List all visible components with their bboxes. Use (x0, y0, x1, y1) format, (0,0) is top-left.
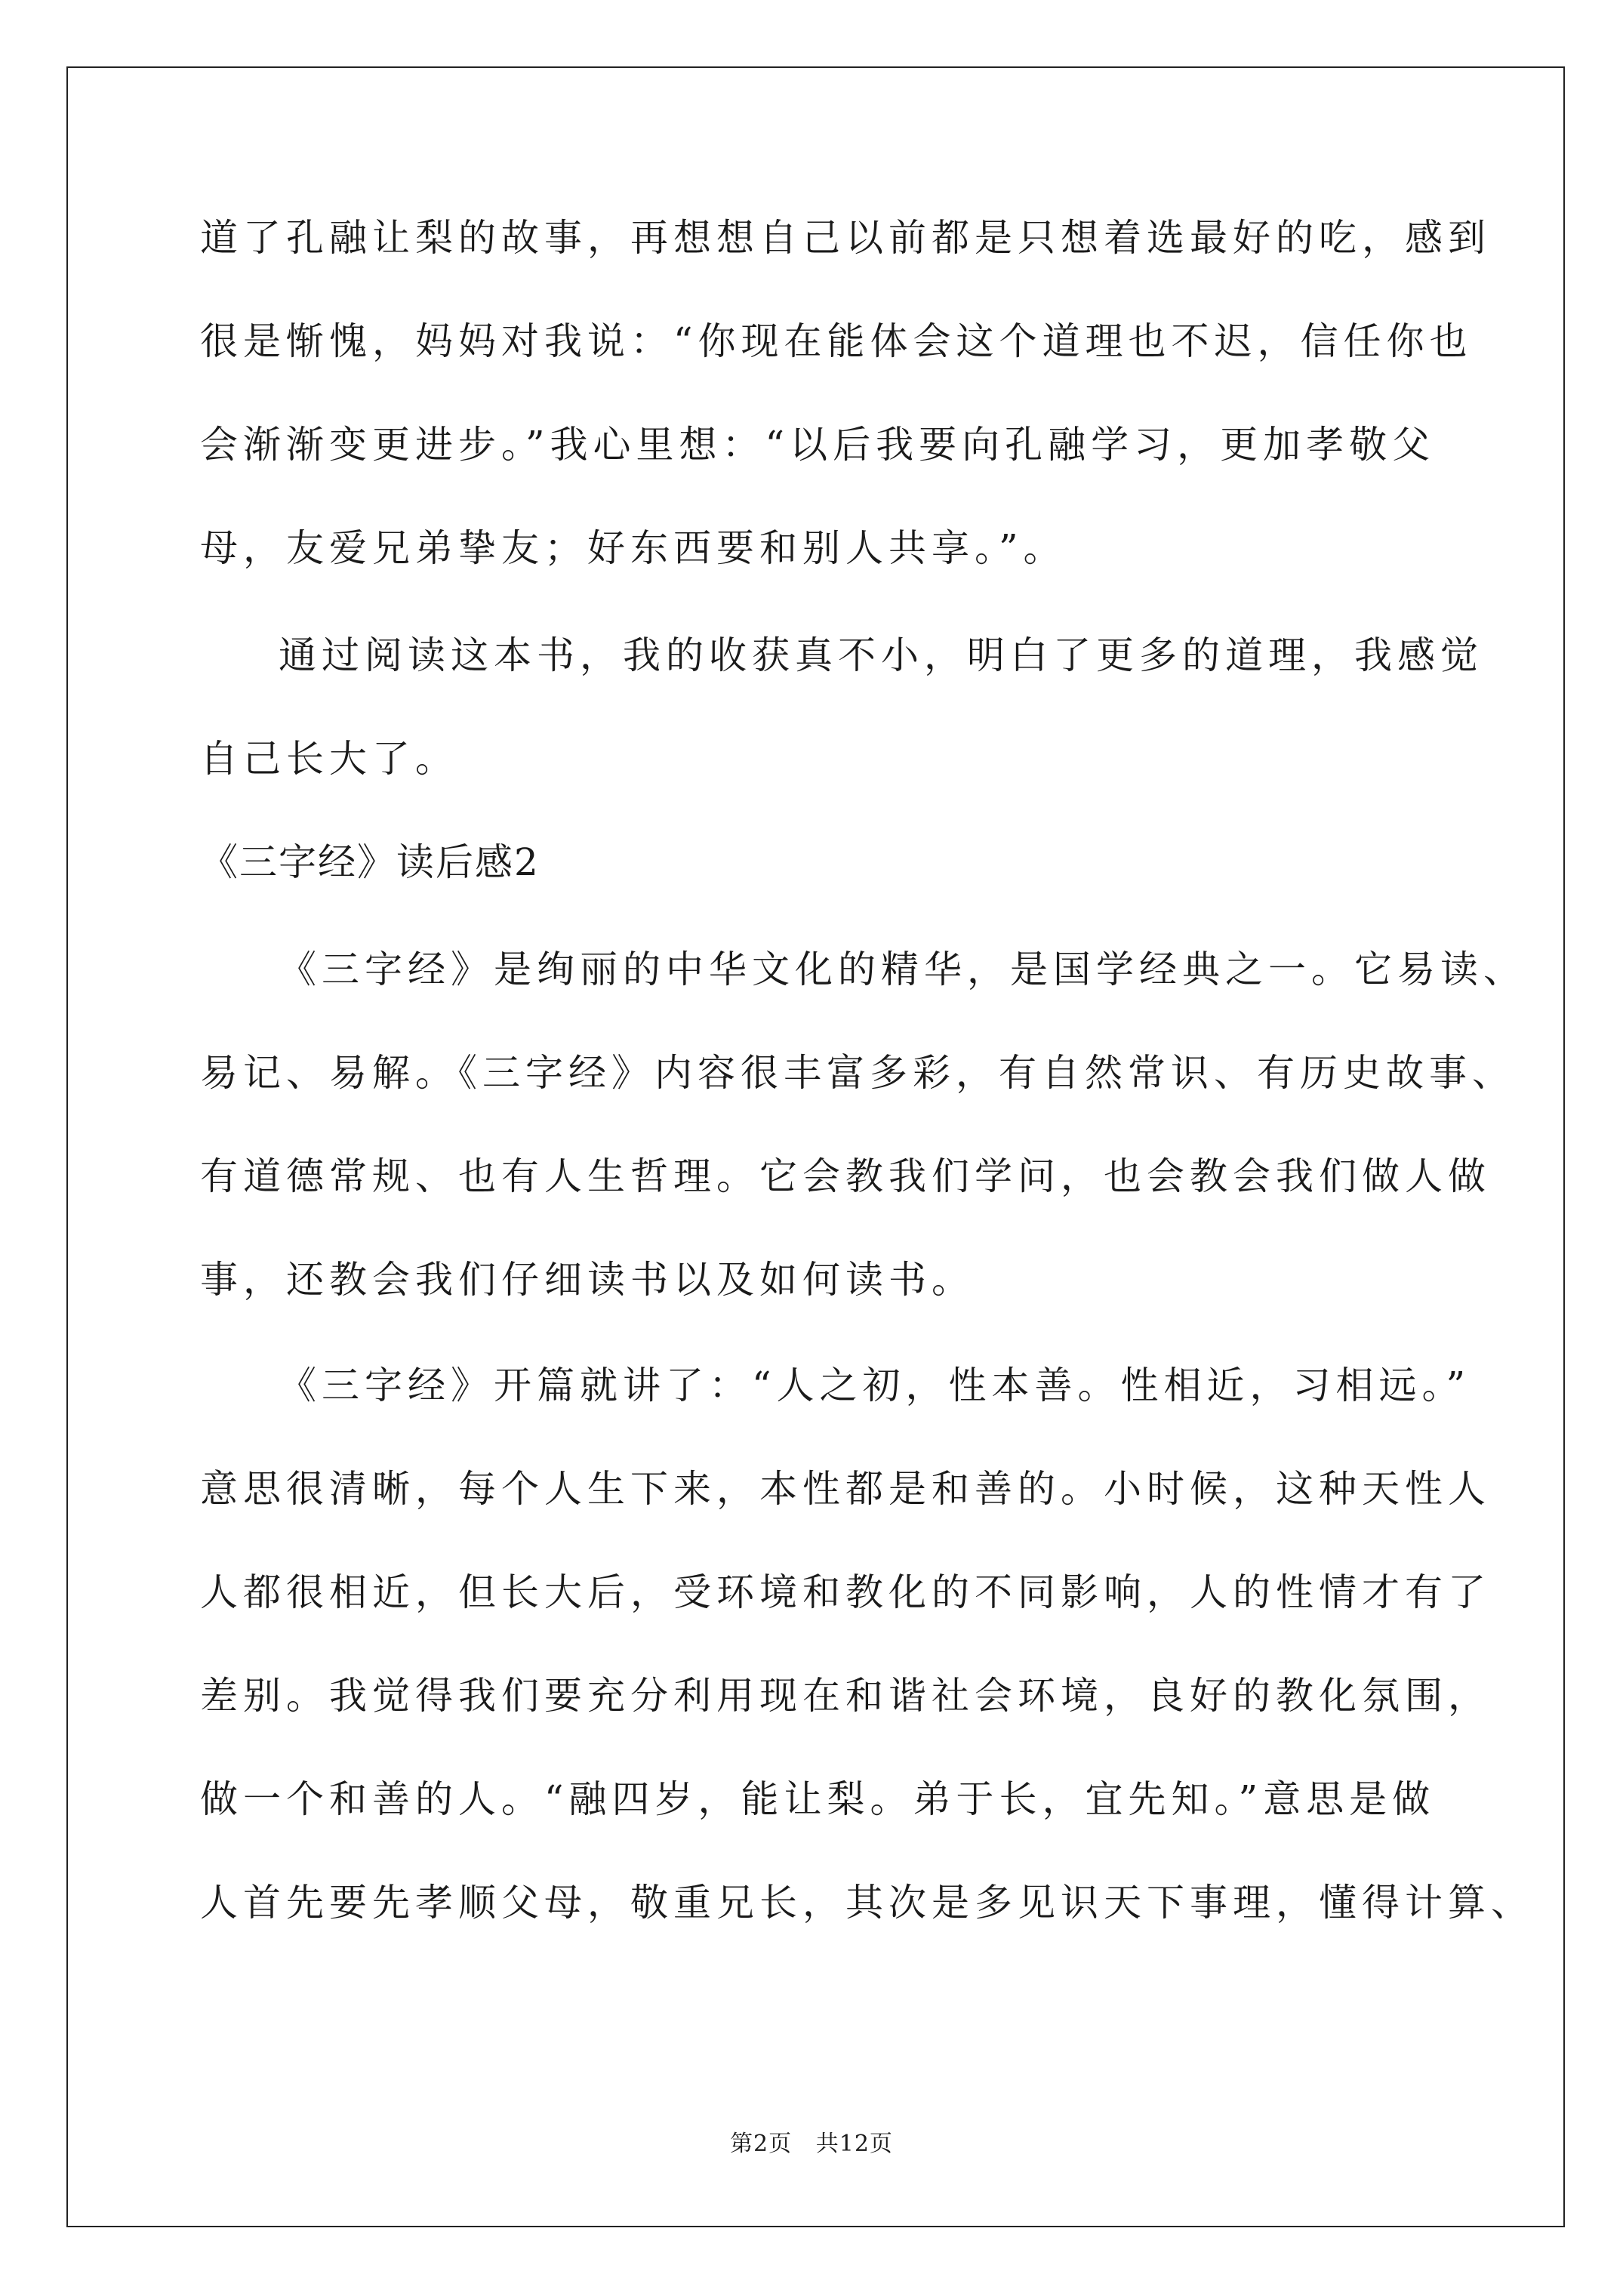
text-line: 会渐渐变更进步。”我心里想：“以后我要向孔融学习，更加孝敬父 (200, 423, 1436, 467)
section-heading: 《三字经》读后感2 (200, 840, 540, 884)
text-line: 很是惭愧，妈妈对我说：“你现在能体会这个道理也不迟，信任你也 (200, 319, 1473, 363)
paragraph-start-line: 《三字经》开篇就讲了：“人之初，性本善。性相近，习相远。” (279, 1364, 1471, 1407)
page-footer: 第2页 共12页 (730, 2131, 893, 2157)
text-line: 差别。我觉得我们要充分利用现在和谐社会环境，良好的教化氛围， (200, 1674, 1491, 1718)
text-line: 人都很相近，但长大后，受环境和教化的不同影响，人的性情才有了 (200, 1570, 1491, 1614)
text-line: 人首先要先孝顺父母，敬重兄长，其次是多见识天下事理，懂得计算、 (200, 1881, 1534, 1925)
text-line: 做一个和善的人。“融四岁，能让梨。弟于长，宜先知。”意思是做 (200, 1777, 1436, 1821)
text-line: 有道德常规、也有人生哲理。它会教我们学问，也会教会我们做人做 (200, 1154, 1491, 1198)
text-line: 易记、易解。《三字经》内容很丰富多彩，有自然常识、有历史故事、 (200, 1051, 1515, 1095)
text-line: 事，还教会我们仔细读书以及如何读书。 (200, 1258, 975, 1302)
paragraph-start-line: 通过阅读这本书，我的收获真不小，明白了更多的道理，我感觉 (279, 633, 1483, 677)
text-line: 母，友爱兄弟挚友；好东西要和别人共享。”。 (200, 526, 1067, 570)
text-line: 意思很清晰，每个人生下来，本性都是和善的。小时候，这种天性人 (200, 1467, 1491, 1511)
text-line: 自己长大了。 (200, 737, 458, 781)
paragraph-start-line: 《三字经》是绚丽的中华文化的精华，是国学经典之一。它易读、 (279, 948, 1526, 991)
text-line: 道了孔融让梨的故事，再想想自己以前都是只想着选最好的吃，感到 (200, 216, 1491, 260)
